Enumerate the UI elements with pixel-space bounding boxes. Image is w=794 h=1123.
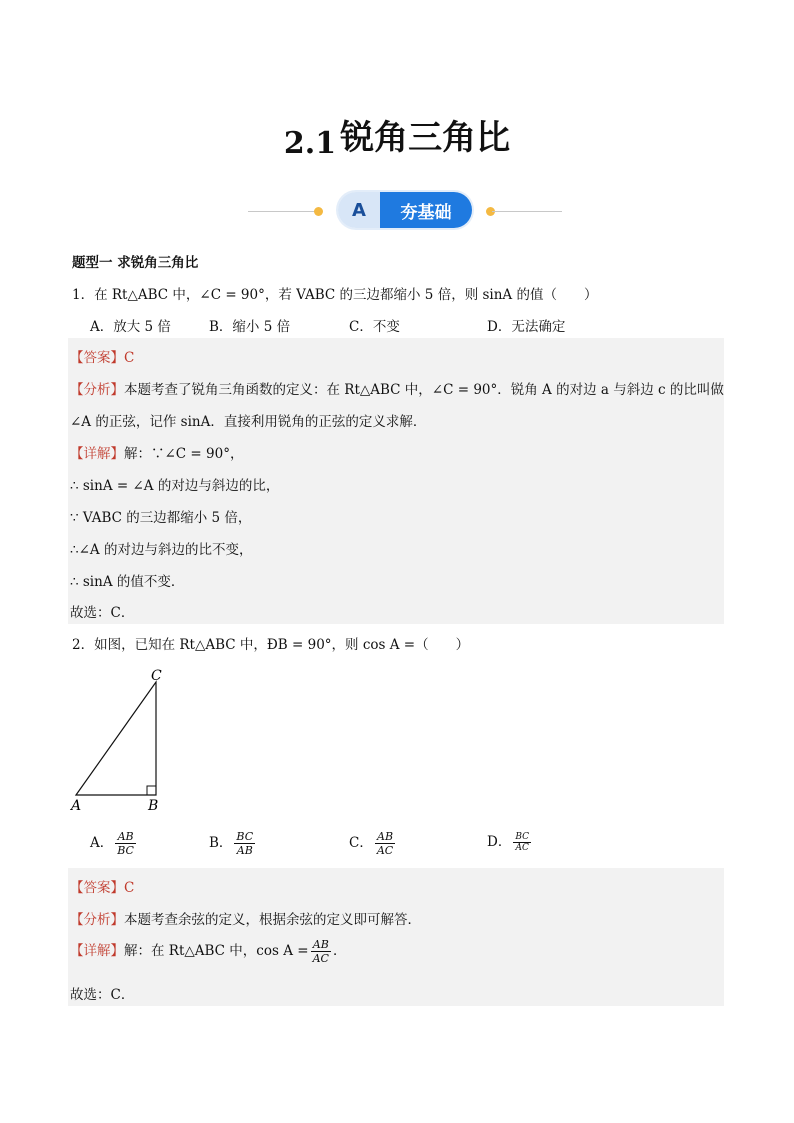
triangle-shape (76, 682, 156, 795)
q2-answer-value: C (124, 880, 135, 896)
q1-analysis-2: ∠A 的正弦，记作 sinA．直接利用锐角的正弦的定义求解． (70, 414, 427, 430)
q2-option-a (90, 830, 138, 857)
q2-option-b (209, 830, 257, 857)
fraction-numerator: BC (515, 832, 529, 842)
q2-analysis-text: 本题考查余弦的定义，根据余弦的定义即可解答． (124, 912, 421, 928)
badge-letter: A (338, 192, 380, 228)
page-title (0, 110, 794, 161)
q2-option-c-letter: C． (349, 835, 373, 851)
q2-option-d-fraction (513, 832, 531, 853)
q1-option-a: A．放大 5 倍 (90, 319, 171, 335)
fraction-numerator: AB (115, 830, 136, 844)
q2-analysis (70, 908, 421, 928)
title-number: 2.1 (283, 126, 337, 161)
q1-answer-tag: 【答案】 (70, 350, 124, 366)
q1-option-c: C．不变 (349, 319, 400, 335)
q2-answer-tag: 【答案】 (70, 880, 124, 896)
q1-detail-text-1: 解：∵∠C = 90°， (124, 446, 244, 462)
q1-conclusion: 故选：C． (70, 605, 135, 621)
q1-option-b: B．缩小 5 倍 (209, 319, 291, 335)
q1-analysis-text-1: 本题考查了锐角三角函数的定义：在 Rt△ABC 中，∠C = 90°．锐角 A 的对边 a 与斜边 c 的比叫做 (124, 382, 724, 398)
q1-stem: 1．在 Rt△ABC 中，∠C = 90°，若 VABC 的三边都缩小 5 倍，则 sinA 的值（ ） (72, 287, 598, 303)
q2-solution-block (68, 868, 724, 1006)
q2-analysis-tag: 【分析】 (70, 912, 124, 928)
q2-option-d-letter: D． (487, 834, 512, 850)
q2-detail-fraction (311, 938, 331, 965)
q1-option-d: D．无法确定 (487, 319, 566, 335)
badge-label: 夯基础 (380, 192, 472, 228)
q2-detail-suffix: ． (332, 943, 347, 959)
q1-detail-5: ∴ sinA 的值不变． (70, 574, 185, 590)
q2-triangle-figure (68, 664, 178, 814)
left-divider (248, 211, 318, 212)
q1-analysis-tag: 【分析】 (70, 382, 124, 398)
left-dot-icon (314, 207, 323, 216)
fraction-numerator: AB (375, 830, 395, 844)
title-text: 锐角三角比 (340, 118, 511, 158)
q2-detail (70, 938, 346, 965)
q1-detail-2: ∴ sinA = ∠A 的对边与斜边的比， (70, 478, 280, 494)
q1-answer-value: C (124, 350, 135, 366)
q2-conclusion: 故选：C． (70, 987, 135, 1003)
q2-option-b-fraction (234, 830, 255, 857)
right-angle-marker (147, 786, 156, 795)
q2-stem: 2．如图，已知在 Rt△ABC 中，ÐB = 90°，则 cos A =（ ） (72, 637, 470, 653)
q2-option-b-letter: B． (209, 835, 233, 851)
q1-analysis-1 (70, 378, 724, 398)
fraction-numerator: BC (236, 830, 254, 843)
q2-option-c-fraction (375, 830, 395, 857)
fraction-denominator: AB (236, 844, 253, 857)
right-divider (492, 211, 562, 212)
q1-answer (70, 346, 134, 366)
q2-option-a-letter: A． (90, 835, 114, 851)
q2-option-c (349, 830, 397, 857)
q1-detail-3: ∵ VABC 的三边都缩小 5 倍， (70, 510, 252, 526)
q2-detail-text: 解：在 Rt△ABC 中，cos A = (124, 943, 309, 959)
q2-option-d (487, 830, 533, 853)
q1-detail-1 (70, 442, 243, 462)
section-badge-row (0, 192, 794, 230)
q2-answer (70, 876, 134, 896)
vertex-c-label: C (151, 668, 162, 684)
section-badge (338, 192, 472, 228)
section-title: 题型一 求锐角三角比 (72, 255, 199, 271)
q2-detail-tag: 【详解】 (70, 943, 124, 959)
q1-detail-tag: 【详解】 (70, 446, 124, 462)
vertex-b-label: B (148, 798, 159, 814)
vertex-a-label: A (71, 798, 82, 814)
fraction-numerator: AB (311, 938, 331, 952)
fraction-denominator: AC (515, 843, 529, 853)
fraction-denominator: BC (117, 844, 134, 857)
q1-detail-4: ∴∠A 的对边与斜边的比不变， (70, 542, 253, 558)
q2-option-a-fraction (115, 830, 136, 857)
fraction-denominator: AC (312, 952, 329, 965)
fraction-denominator: AC (376, 844, 394, 857)
